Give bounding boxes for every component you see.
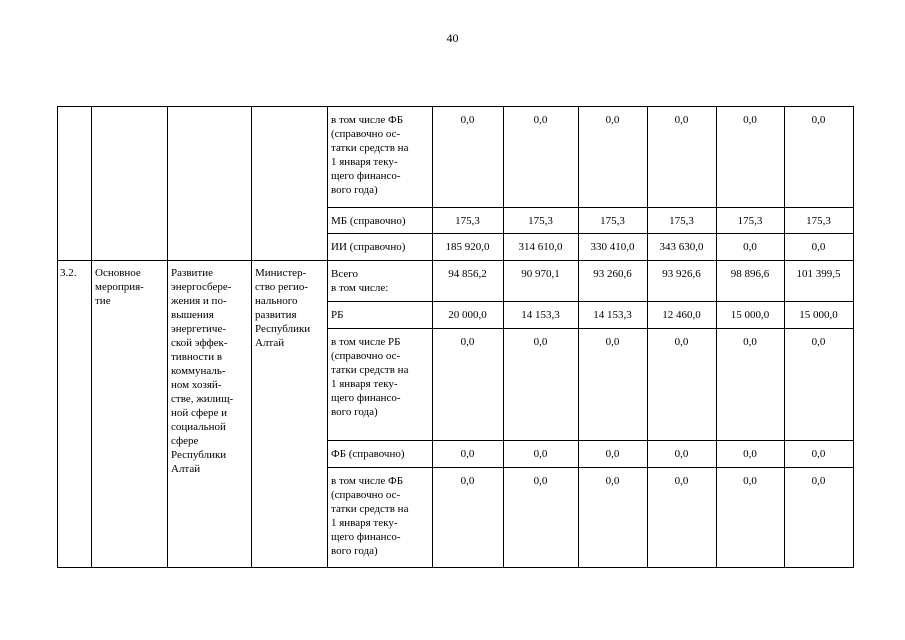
label-line: в том числе ФБ (331, 114, 404, 126)
item-goal-line: социальной (171, 421, 226, 433)
label-line: РБ (331, 309, 344, 321)
value-cell: 0,0 (743, 241, 757, 253)
value-cell: 0,0 (605, 114, 620, 126)
value-cell: 0,0 (605, 336, 620, 348)
value-cell: 0,0 (811, 241, 826, 253)
table-vline (853, 106, 854, 568)
item-goal-line: тивности в (171, 351, 223, 363)
value-cell: 0,0 (460, 475, 475, 487)
label-line: Всего (331, 268, 358, 280)
item-name-line: тие (95, 295, 111, 307)
value-cell: 14 153,3 (593, 309, 632, 321)
item-executor-line: Министер- (255, 267, 307, 279)
value-cell: 101 399,5 (796, 268, 841, 280)
label-line: МБ (справочно) (331, 215, 406, 227)
table-vline (251, 106, 252, 568)
source-label (331, 267, 429, 295)
item-executor-line: ство регио- (255, 281, 309, 293)
table-vline (327, 106, 328, 568)
value-cell: 0,0 (743, 475, 757, 487)
table-vline (167, 106, 168, 568)
page-number: 40 (446, 31, 459, 45)
item-goal-line: энергетиче- (171, 323, 227, 335)
item-name-line: Основное (95, 267, 141, 279)
source-label (331, 113, 429, 197)
item-goal-line: коммуналь- (171, 365, 226, 377)
label-line: татки средств на (331, 142, 409, 154)
label-line: (справочно ос- (331, 128, 401, 140)
source-label (331, 474, 429, 558)
label-line: 1 января теку- (331, 378, 398, 390)
item-goal-line: стве, жилищ- (171, 393, 234, 405)
value-cell: 0,0 (533, 336, 548, 348)
value-cell: 0,0 (811, 448, 826, 460)
item-goal-line: ской эффек- (171, 337, 228, 349)
value-cell: 0,0 (811, 114, 826, 126)
value-cell: 330 410,0 (590, 241, 635, 253)
value-cell: 185 920,0 (445, 241, 490, 253)
item-goal-line: Республики (171, 449, 227, 461)
item-goal-line: Алтай (171, 463, 201, 475)
label-line: татки средств на (331, 503, 409, 515)
table-vline (91, 106, 92, 568)
table-vline (57, 106, 58, 568)
item-executor-line: нального (255, 295, 298, 307)
source-label (331, 240, 429, 254)
item-goal-line: Развитие (171, 267, 214, 279)
label-line: вого года) (331, 545, 378, 557)
value-cell: 0,0 (674, 448, 689, 460)
item-goal-line: ной сфере и (171, 407, 228, 419)
value-cell: 0,0 (743, 114, 757, 126)
value-cell: 0,0 (533, 448, 548, 460)
label-line: (справочно ос- (331, 350, 401, 362)
table-hline (327, 467, 854, 468)
value-cell: 15 000,0 (730, 309, 770, 321)
item-goal-line: жения и по- (171, 295, 227, 307)
value-cell: 0,0 (674, 114, 689, 126)
value-cell: 175,3 (806, 215, 831, 227)
value-cell: 98 896,6 (730, 268, 770, 280)
table-hline (57, 567, 854, 568)
label-line: вого года) (331, 184, 378, 196)
value-cell: 0,0 (533, 114, 548, 126)
item-goal (171, 266, 247, 476)
label-line: ФБ (справочно) (331, 448, 405, 460)
value-cell: 0,0 (811, 336, 826, 348)
item-name (95, 266, 163, 308)
label-line: ИИ (справочно) (331, 241, 406, 253)
label-line: (справочно ос- (331, 489, 401, 501)
value-cell: 14 153,3 (521, 309, 560, 321)
value-cell: 0,0 (605, 448, 620, 460)
value-cell: 314 610,0 (518, 241, 563, 253)
item-executor (255, 266, 323, 350)
source-label (331, 308, 429, 322)
label-line: 1 января теку- (331, 517, 398, 529)
value-cell: 0,0 (460, 448, 475, 460)
table-hline (327, 233, 854, 234)
value-cell: 175,3 (600, 215, 625, 227)
value-cell: 0,0 (743, 448, 757, 460)
label-line: щего финансо- (331, 531, 401, 543)
table-hline (327, 301, 854, 302)
item-goal-line: энергосбере- (171, 281, 232, 293)
item-number: 3.2. (60, 267, 77, 279)
source-label (331, 214, 429, 228)
item-goal-line: сфере (171, 435, 199, 447)
value-cell: 175,3 (669, 215, 694, 227)
value-cell: 0,0 (533, 475, 548, 487)
value-cell: 90 970,1 (521, 268, 560, 280)
item-name-line: мероприя- (95, 281, 144, 293)
item-executor-line: развития (255, 309, 297, 321)
value-cell: 20 000,0 (448, 309, 487, 321)
label-line: вого года) (331, 406, 378, 418)
item-goal-line: вышения (171, 309, 214, 321)
item-goal-line: ном хозяй- (171, 379, 222, 391)
value-cell: 93 260,6 (593, 268, 632, 280)
value-cell: 0,0 (674, 336, 689, 348)
value-cell: 175,3 (528, 215, 553, 227)
label-line: в том числе ФБ (331, 475, 404, 487)
label-line: в том числе: (331, 282, 389, 294)
label-line: татки средств на (331, 364, 409, 376)
value-cell: 15 000,0 (799, 309, 838, 321)
table-hline (327, 207, 854, 208)
label-line: в том числе РБ (331, 336, 401, 348)
value-cell: 0,0 (743, 336, 757, 348)
item-executor-line: Алтай (255, 337, 285, 349)
value-cell: 343 630,0 (659, 241, 704, 253)
label-line: щего финансо- (331, 392, 401, 404)
table-hline (327, 440, 854, 441)
item-executor-line: Республики (255, 323, 311, 335)
value-cell: 175,3 (737, 215, 763, 227)
value-cell: 12 460,0 (662, 309, 701, 321)
label-line: щего финансо- (331, 170, 401, 182)
value-cell: 0,0 (605, 475, 620, 487)
value-cell: 0,0 (674, 475, 689, 487)
value-cell: 93 926,6 (662, 268, 701, 280)
table-hline (327, 328, 854, 329)
value-cell: 94 856,2 (448, 268, 487, 280)
value-cell: 0,0 (460, 336, 475, 348)
table-hline (57, 260, 854, 261)
source-label (331, 335, 429, 419)
value-cell: 175,3 (455, 215, 480, 227)
value-cell: 0,0 (811, 475, 826, 487)
table-hline (57, 106, 854, 107)
label-line: 1 января теку- (331, 156, 398, 168)
source-label (331, 447, 429, 461)
value-cell: 0,0 (460, 114, 475, 126)
